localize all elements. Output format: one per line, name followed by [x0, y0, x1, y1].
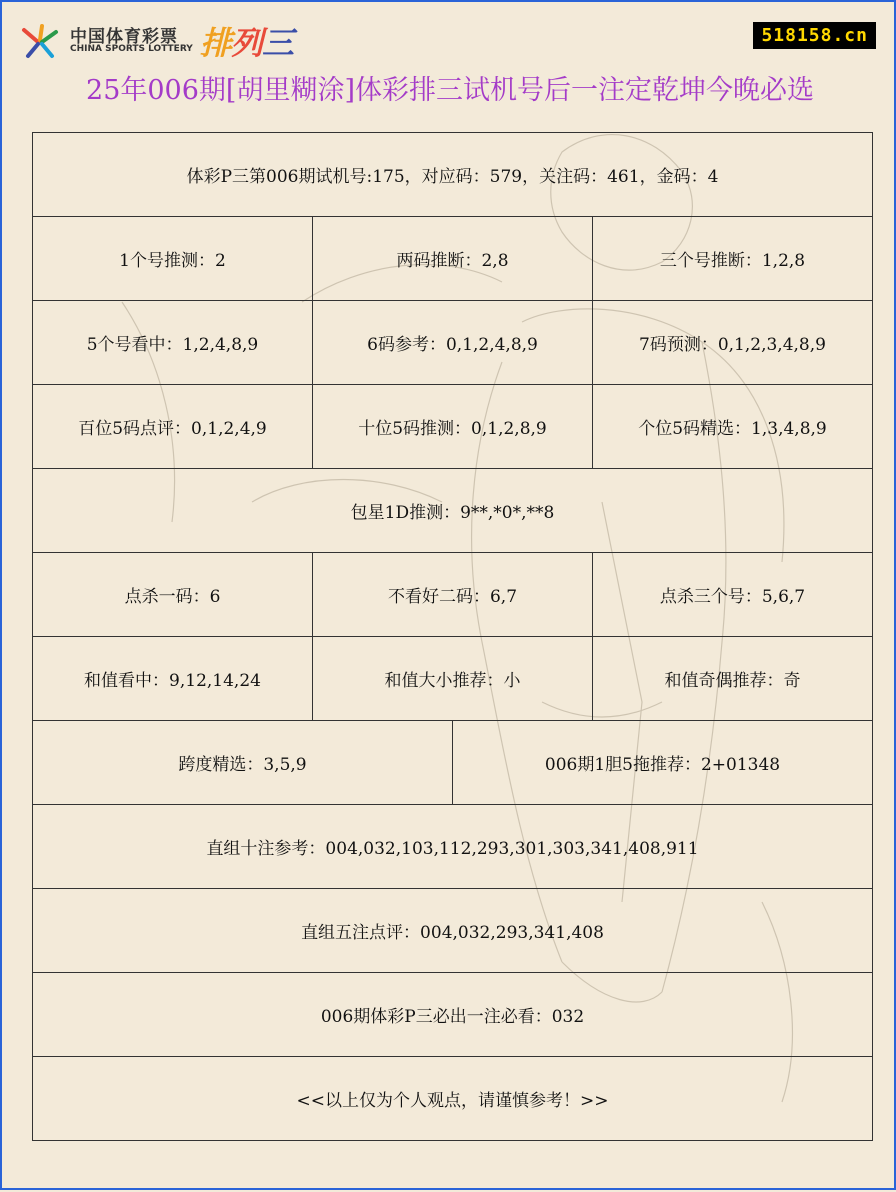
table-cell: 包星1D推测：9**,*0*,**8: [33, 469, 873, 553]
table-row: [33, 805, 873, 889]
table-row: [33, 553, 873, 637]
table-row: [33, 133, 873, 217]
logo-pailiesan: 排列三: [200, 24, 294, 62]
table-cell: 三个号推断：1,2,8: [593, 217, 873, 301]
table-cell: 006期1胆5拖推荐：2+01348: [453, 721, 873, 805]
table-cell: 不看好二码：6,7: [313, 553, 593, 637]
logo-english-text: CHINA SPORTS LOTTERY: [70, 44, 193, 54]
site-badge: 518158.cn: [753, 22, 876, 49]
lottery-star-icon: [20, 22, 60, 62]
table-cell: 和值奇偶推荐：奇: [593, 637, 873, 721]
table-cell: 直组十注参考：004,032,103,112,293,301,303,341,408,911: [33, 805, 873, 889]
table-row: [33, 721, 873, 805]
table-cell: 个位5码精选：1,3,4,8,9: [593, 385, 873, 469]
page-title: 25年006期[胡里糊涂]体彩排三试机号后一注定乾坤今晚必选: [86, 75, 814, 106]
table-cell: 5个号看中：1,2,4,8,9: [33, 301, 313, 385]
table-cell: 和值看中：9,12,14,24: [33, 637, 313, 721]
table-row: [33, 301, 873, 385]
table-cell: 7码预测：0,1,2,3,4,8,9: [593, 301, 873, 385]
table-row: [33, 637, 873, 721]
table-cell: 和值大小推荐：小: [313, 637, 593, 721]
table-cell: 006期体彩P三必出一注必看：032: [33, 973, 873, 1057]
table-row: [33, 469, 873, 553]
table-cell: 十位5码推测：0,1,2,8,9: [313, 385, 593, 469]
table-row: [33, 889, 873, 973]
table-row: [33, 1057, 873, 1141]
disclaimer-cell: <<以上仅为个人观点，请谨慎参考！>>: [33, 1057, 873, 1141]
table-row: [33, 217, 873, 301]
table-row: [33, 385, 873, 469]
table-cell: 百位5码点评：0,1,2,4,9: [33, 385, 313, 469]
table-row: [33, 973, 873, 1057]
table-cell: 跨度精选：3,5,9: [33, 721, 453, 805]
table-cell: 两码推断：2,8: [313, 217, 593, 301]
table-cell: 直组五注点评：004,032,293,341,408: [33, 889, 873, 973]
prediction-table: [32, 132, 873, 1141]
logo: [20, 20, 294, 64]
table-cell: 1个号推测：2: [33, 217, 313, 301]
table-cell: 点杀一码：6: [33, 553, 313, 637]
table-cell: 6码参考：0,1,2,4,8,9: [313, 301, 593, 385]
logo-chinese-text: 中国体育彩票: [70, 27, 178, 47]
table-cell: 点杀三个号：5,6,7: [593, 553, 873, 637]
test-number-cell: 体彩P三第006期试机号:175，对应码：579，关注码：461，金码：4: [33, 133, 873, 217]
